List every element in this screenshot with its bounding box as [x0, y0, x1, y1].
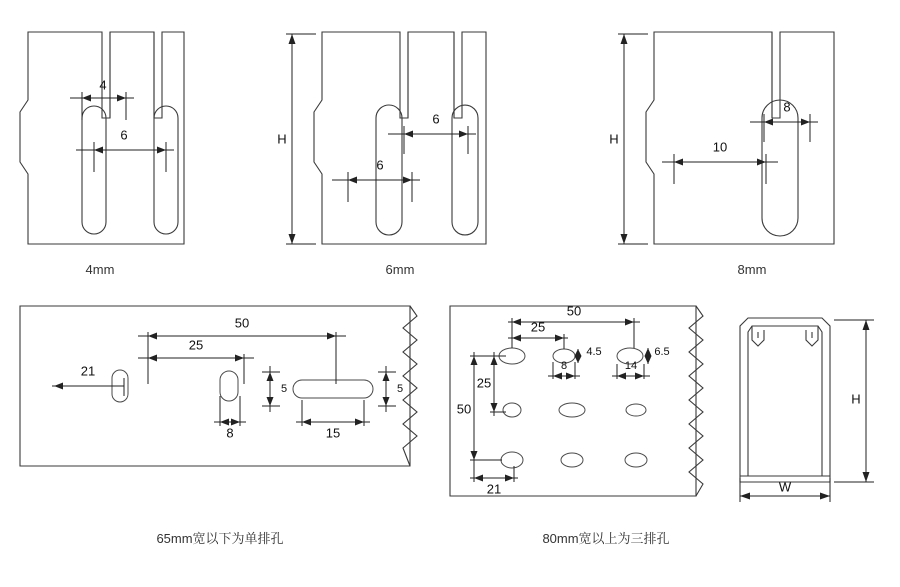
dim-label-4-5: 4.5: [586, 345, 602, 358]
panel-8mm: [602, 22, 852, 252]
panel-single-row-drawing: [14, 300, 434, 472]
panel-single-row: [14, 300, 434, 472]
dim-label-50-left: 50: [456, 401, 472, 417]
panel-4mm: [14, 22, 214, 252]
dim-label-50-top: 50: [566, 303, 582, 319]
caption-8mm: 8mm: [737, 262, 767, 277]
panel-8mm-drawing: [602, 22, 852, 252]
dim-label-H: H: [851, 391, 861, 407]
dim-label-W: W: [778, 479, 792, 495]
panel-profile: [718, 300, 888, 505]
dim-label-15: 15: [325, 425, 341, 441]
caption-triple-row: 80mm宽以上为三排孔: [542, 531, 670, 546]
panel-triple-row-drawing: [444, 300, 724, 502]
dim-label-6-lower: 6: [376, 157, 384, 173]
dim-label-10: 10: [712, 139, 728, 155]
dim-label-21: 21: [80, 363, 96, 379]
dim-label-21-bottom: 21: [486, 481, 502, 497]
dim-label-H: H: [609, 131, 619, 147]
dim-label-5-b: 5: [396, 382, 404, 395]
panel-4mm-drawing: [14, 22, 214, 252]
dim-label-H: H: [277, 131, 287, 147]
panel-6mm: [270, 22, 520, 252]
panel-6mm-drawing: [270, 22, 520, 252]
dim-label-6-5: 6.5: [654, 345, 670, 358]
caption-4mm: 4mm: [85, 262, 115, 277]
dim-label-6-upper: 6: [432, 111, 440, 127]
dim-label-8: 8: [226, 425, 234, 441]
dim-label-6: 6: [120, 127, 128, 143]
dim-label-4: 4: [99, 77, 107, 93]
dim-label-25-top: 25: [530, 319, 546, 335]
caption-6mm: 6mm: [385, 262, 415, 277]
caption-single-row: 65mm宽以下为单排孔: [156, 531, 284, 546]
dim-label-14: 14: [624, 359, 638, 372]
panel-profile-drawing: [718, 300, 888, 505]
dim-label-50: 50: [234, 315, 250, 331]
panel-triple-row: [444, 300, 724, 502]
dim-label-25: 25: [188, 337, 204, 353]
dim-label-25-left: 25: [476, 375, 492, 391]
dim-label-5-a: 5: [280, 382, 288, 395]
dim-label-8: 8: [783, 99, 791, 115]
dim-label-8: 8: [560, 359, 568, 372]
